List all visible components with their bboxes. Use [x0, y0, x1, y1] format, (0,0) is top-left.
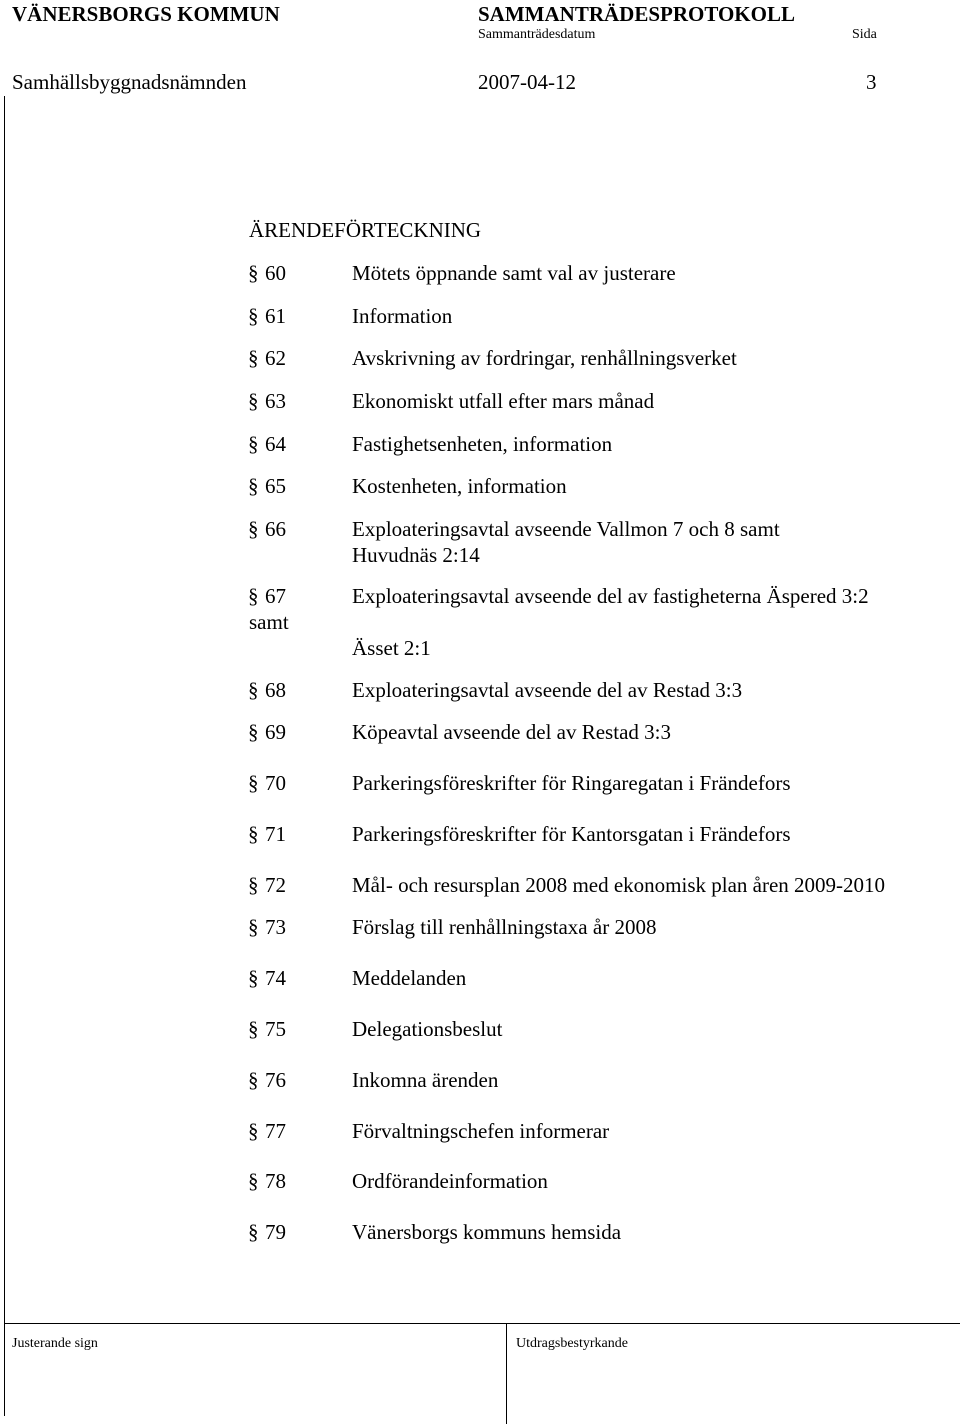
toc-item — [0, 432, 960, 462]
item-number: 61 — [265, 304, 286, 328]
toc-item — [0, 1068, 960, 1098]
item-title: Förvaltningschefen informerar — [352, 1119, 610, 1143]
section-symbol: § — [248, 966, 259, 990]
left-margin-rule — [4, 96, 5, 1416]
section-symbol: § — [248, 346, 259, 370]
item-number: 63 — [265, 389, 286, 413]
section-symbol: § — [248, 771, 259, 795]
section-symbol: § — [248, 1119, 259, 1143]
footer-top-rule — [4, 1323, 960, 1324]
item-number: 78 — [265, 1169, 286, 1193]
toc-item — [0, 822, 960, 852]
item-number: 76 — [265, 1068, 286, 1092]
toc-item — [0, 873, 960, 903]
toc-item — [0, 304, 960, 334]
item-title: Ordförandeinformation — [352, 1169, 548, 1193]
item-number: 77 — [265, 1119, 286, 1143]
item-title: Vänersborgs kommuns hemsida — [352, 1220, 622, 1244]
section-symbol: § — [248, 1169, 259, 1193]
toc-item — [0, 678, 960, 708]
item-number: 71 — [265, 822, 286, 846]
document-type: SAMMANTRÄDESPROTOKOLL — [478, 2, 795, 26]
item-title-wrap: samt — [249, 610, 289, 634]
section-symbol: § — [248, 873, 259, 897]
page-number: 3 — [866, 70, 877, 94]
certify-label: Utdragsbestyrkande — [516, 1336, 628, 1351]
section-symbol: § — [248, 432, 259, 456]
section-symbol: § — [248, 1017, 259, 1041]
section-symbol: § — [248, 389, 259, 413]
item-title: Förslag till renhållningstaxa år 2008 — [352, 915, 657, 939]
item-title-continued: Ässet 2:1 — [352, 636, 431, 660]
item-title: Delegationsbeslut — [352, 1017, 503, 1041]
section-symbol: § — [248, 584, 259, 608]
item-title-continued: Huvudnäs 2:14 — [352, 543, 480, 567]
section-symbol: § — [248, 678, 259, 702]
item-number: 62 — [265, 346, 286, 370]
toc-title: ÄRENDEFÖRTECKNING — [249, 218, 482, 242]
item-title: Ekonomiskt utfall efter mars månad — [352, 389, 655, 413]
item-number: 60 — [265, 261, 286, 285]
item-title: Mötets öppnande samt val av justerare — [352, 261, 676, 285]
toc-item — [0, 1169, 960, 1199]
item-title: Information — [352, 304, 453, 328]
date-label: Sammanträdesdatum — [478, 27, 596, 42]
item-number: 74 — [265, 966, 286, 990]
section-symbol: § — [248, 304, 259, 328]
item-title: Avskrivning av fordringar, renhållningsverket — [352, 346, 737, 370]
section-symbol: § — [248, 720, 259, 744]
section-symbol: § — [248, 1068, 259, 1092]
toc-item — [0, 966, 960, 996]
toc-item — [0, 517, 960, 573]
item-title: Exploateringsavtal avseende del av Restad 3:3 — [352, 678, 743, 702]
section-symbol: § — [248, 261, 259, 285]
page-label: Sida — [852, 27, 877, 42]
item-title: Exploateringsavtal avseende del av fastigheterna Äspered 3:2 — [352, 584, 869, 608]
item-number: 69 — [265, 720, 286, 744]
toc-item — [0, 915, 960, 945]
item-title: Meddelanden — [352, 966, 467, 990]
section-symbol: § — [248, 517, 259, 541]
item-title: Parkeringsföreskrifter för Ringaregatan i Frändefors — [352, 771, 791, 795]
toc-item — [0, 584, 960, 664]
item-number: 65 — [265, 474, 286, 498]
item-title: Parkeringsföreskrifter för Kantorsgatan i Frändefors — [352, 822, 791, 846]
section-symbol: § — [248, 1220, 259, 1244]
item-title: Kostenheten, information — [352, 474, 567, 498]
item-number: 79 — [265, 1220, 286, 1244]
item-title: Fastighetsenheten, information — [352, 432, 613, 456]
toc-item — [0, 389, 960, 419]
toc-item — [0, 720, 960, 750]
meeting-date: 2007-04-12 — [478, 70, 576, 94]
item-number: 75 — [265, 1017, 286, 1041]
item-title: Exploateringsavtal avseende Vallmon 7 och 8 samt — [352, 517, 780, 541]
toc-item — [0, 474, 960, 504]
item-number: 72 — [265, 873, 286, 897]
toc-item — [0, 1119, 960, 1149]
toc-item — [0, 346, 960, 376]
item-number: 67 — [265, 584, 286, 608]
toc-item — [0, 261, 960, 291]
item-number: 73 — [265, 915, 286, 939]
item-number: 68 — [265, 678, 286, 702]
item-title: Mål- och resursplan 2008 med ekonomisk plan åren 2009-2010 — [352, 873, 886, 897]
committee-name: Samhällsbyggnadsnämnden — [12, 70, 247, 94]
toc-item — [0, 1017, 960, 1047]
item-title: Inkomna ärenden — [352, 1068, 499, 1092]
toc-item — [0, 771, 960, 801]
section-symbol: § — [248, 915, 259, 939]
item-title: Köpeavtal avseende del av Restad 3:3 — [352, 720, 671, 744]
item-number: 66 — [265, 517, 286, 541]
sign-label: Justerande sign — [12, 1336, 98, 1351]
section-symbol: § — [248, 822, 259, 846]
item-number: 70 — [265, 771, 286, 795]
footer-divider — [506, 1323, 507, 1424]
item-number: 64 — [265, 432, 286, 456]
toc-item — [0, 1220, 960, 1250]
org-name: VÄNERSBORGS KOMMUN — [12, 2, 280, 26]
section-symbol: § — [248, 474, 259, 498]
